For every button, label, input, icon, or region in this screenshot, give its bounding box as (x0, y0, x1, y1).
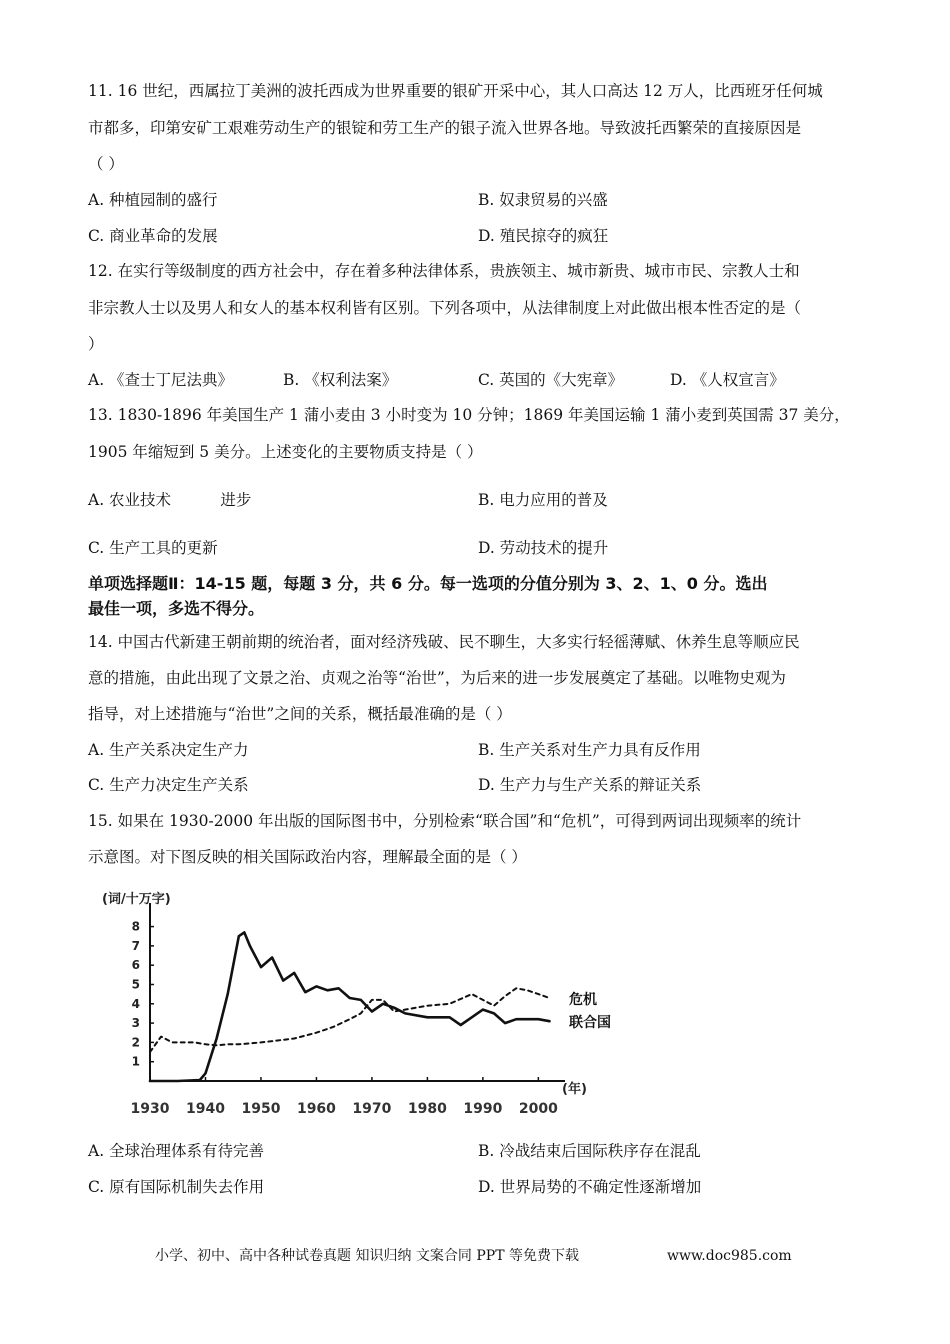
q14-stem-line3: 指导，对上述措施与“治世”之间的关系，概括最准确的是（ ） (88, 705, 512, 723)
q15-stem-line1: 15. 如果在 1930-2000 年出版的国际图书中，分别检索“联合国”和“危机”，可得到两词出现频率的统计 (88, 812, 802, 830)
chart-series-label-1: 危机 (569, 992, 597, 1008)
footer-link[interactable]: www.doc985.com (667, 1248, 792, 1264)
q12-stem-line1: 12. 在实行等级制度的西方社会中，存在着多种法律体系，贵族领主、城市新贵、城市市民、宗教人士和 (88, 262, 800, 280)
q12-stem-line2: 非宗教人士以及男人和女人的基本权利皆有区别。下列各项中，从法律制度上对此做出根本性否定的是（ (88, 299, 802, 317)
chart-y-tick-label: 1 (131, 1054, 140, 1069)
q11-stem-line1: 11. 16 世纪，西属拉丁美洲的波托西成为世界重要的银矿开采中心，其人口高达 12 万人，比西班牙任何城 (88, 82, 823, 100)
q13-option-c[interactable]: C. 生产工具的更新 (88, 539, 218, 557)
chart-y-tick-label: 7 (131, 938, 140, 953)
section-heading-line2: 最佳一项，多选不得分。 (88, 599, 265, 618)
q12-option-b[interactable]: B. 《权利法案》 (283, 371, 398, 389)
chart-x-tick-label: 2000 (518, 1101, 558, 1117)
q13-option-a[interactable]: A. 农业技术 进步 (88, 491, 252, 509)
chart-y-tick-label: 6 (131, 958, 140, 973)
chart-series-label-2: 联合国 (569, 1015, 611, 1032)
q11-answer-blank: （ ） (88, 155, 124, 173)
q15-stem-line2: 示意图。对下图反映的相关国际政治内容，理解最全面的是（ ） (88, 848, 527, 866)
q15-option-b[interactable]: B. 冷战结束后国际秩序存在混乱 (478, 1142, 701, 1160)
chart-y-tick-label: 8 (131, 919, 140, 934)
chart-x-tick-label: 1940 (185, 1101, 225, 1117)
q13-stem-line1: 13. 1830-1896 年美国生产 1 蒲小麦由 3 小时变为 10 分钟；1869 年美国运输 1 蒲小麦到英国需 37 美分， (88, 406, 850, 424)
q14-option-d[interactable]: D. 生产力与生产关系的辩证关系 (478, 776, 702, 794)
chart-x-tick-label: 1990 (463, 1101, 503, 1117)
q11-option-c[interactable]: C. 商业革命的发展 (88, 227, 218, 245)
q14-option-b[interactable]: B. 生产关系对生产力具有反作用 (478, 741, 701, 759)
chart-y-tick-label: 5 (131, 977, 140, 992)
chart-x-tick-label: 1930 (130, 1101, 170, 1117)
chart-y-label: (词/十万字) (102, 892, 171, 907)
q12-option-a[interactable]: A. 《查士丁尼法典》 (88, 371, 234, 389)
chart-x-tick-label: 1980 (407, 1101, 447, 1117)
q11-option-d[interactable]: D. 殖民掠夺的疯狂 (478, 227, 609, 245)
chart-y-tick-label: 3 (131, 1016, 140, 1031)
q15-option-c[interactable]: C. 原有国际机制失去作用 (88, 1178, 265, 1196)
chart-x-tick-label: 1960 (296, 1101, 336, 1117)
chart-series-line-2 (150, 932, 550, 1081)
q12-option-c[interactable]: C. 英国的《大宪章》 (478, 371, 624, 389)
chart-y-tick-label: 2 (131, 1035, 140, 1050)
chart-x-tick-label: 1950 (241, 1101, 281, 1117)
q14-stem-line1: 14. 中国古代新建王朝前期的统治者，面对经济残破、民不聊生，大多实行轻徭薄赋、休养生息等顺应民 (88, 633, 800, 651)
q11-option-a[interactable]: A. 种植园制的盛行 (88, 191, 218, 209)
q11-option-b[interactable]: B. 奴隶贸易的兴盛 (478, 191, 608, 209)
q13-stem-line2: 1905 年缩短到 5 美分。上述变化的主要物质支持是（ ） (88, 443, 483, 461)
q14-option-a[interactable]: A. 生产关系决定生产力 (88, 741, 249, 759)
q13-option-b[interactable]: B. 电力应用的普及 (478, 491, 608, 509)
q12-option-d[interactable]: D. 《人权宣言》 (670, 371, 785, 389)
frequency-line-chart (100, 885, 620, 1135)
q12-answer-blank: ） (88, 335, 104, 353)
q13-option-d[interactable]: D. 劳动技术的提升 (478, 539, 609, 557)
q15-option-d[interactable]: D. 世界局势的不确定性逐渐增加 (478, 1178, 702, 1196)
chart-x-label: (年) (562, 1082, 587, 1097)
section-heading-line1: 单项选择题Ⅱ：14-15 题，每题 3 分，共 6 分。每一选项的分值分别为 3、2、1、0 分。选出 (88, 574, 768, 593)
q15-option-a[interactable]: A. 全球治理体系有待完善 (88, 1142, 265, 1160)
chart-y-tick-label: 4 (131, 996, 140, 1011)
q14-stem-line2: 意的措施，由此出现了文景之治、贞观之治等“治世”，为后来的进一步发展奠定了基础。以唯物史观为 (88, 669, 786, 687)
chart-x-tick-label: 1970 (352, 1101, 392, 1117)
q11-stem-line2: 市都多，印第安矿工艰难劳动生产的银锭和劳工生产的银子流入世界各地。导致波托西繁荣的直接原因是 (88, 119, 802, 137)
q14-option-c[interactable]: C. 生产力决定生产关系 (88, 776, 249, 794)
footer-text: 小学、初中、高中各种试卷真题 知识归纳 文案合同 PPT 等免费下载 (155, 1248, 579, 1264)
